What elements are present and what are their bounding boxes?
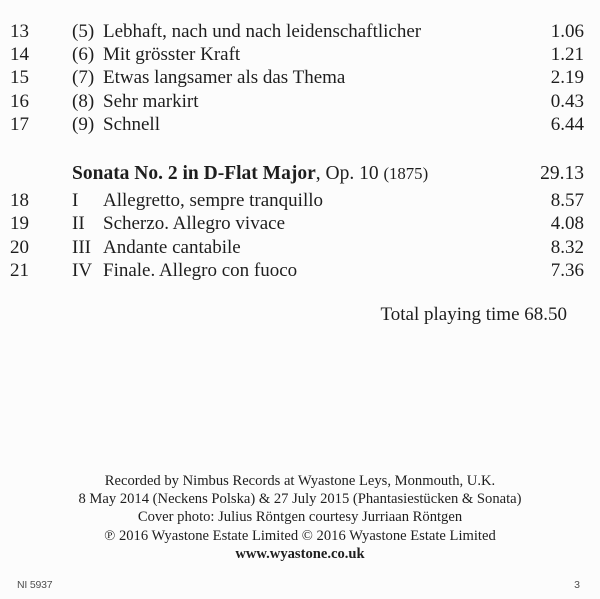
movement-number: I [72, 190, 79, 212]
track-time: 1.21 [550, 44, 584, 66]
track-row [10, 212, 584, 235]
catalog-number: NI 5937 [17, 579, 53, 591]
credits-line-dates: 8 May 2014 (Neckens Polska) & 27 July 2015 (Phantasiestücken & Sonata) [78, 491, 522, 508]
credits-block [0, 472, 600, 563]
work-heading-spacer [10, 162, 72, 185]
track-time: 2.19 [550, 67, 584, 89]
credits-line-cover-photo: Cover photo: Julius Röntgen courtesy Jurriaan Röntgen [137, 509, 463, 526]
track-number: 21 [10, 259, 29, 281]
track-title: Lebhaft, nach und nach leidenschaftlicher [103, 21, 422, 42]
track-number: 16 [10, 90, 29, 112]
movement-number: (5) [72, 21, 95, 42]
track-number: 14 [10, 44, 29, 66]
movement-number: IV [72, 259, 93, 281]
track-title: Schnell [103, 113, 160, 135]
track-row [10, 259, 584, 282]
page-number: 3 [574, 579, 580, 591]
credits-line-recorded: Recorded by Nimbus Records at Wyastone Leys, Monmouth, U.K. [104, 473, 496, 489]
track-number: 17 [10, 113, 29, 135]
track-time: 4.08 [550, 213, 584, 235]
track-title: Allegretto, sempre tranquillo [103, 190, 324, 212]
track-title: Finale. Allegro con fuoco [103, 259, 298, 281]
track-row [10, 236, 584, 259]
track-title: Sehr markirt [103, 90, 199, 112]
work-year: (1875) [383, 164, 429, 184]
track-row [10, 66, 584, 89]
movement-number: II [72, 213, 85, 235]
track-time: 0.43 [550, 90, 584, 112]
track-number: 20 [10, 236, 29, 258]
work-title-bold: Sonata No. 2 in D-Flat Major [72, 163, 316, 185]
movement-number: III [72, 236, 91, 258]
track-title: Etwas langsamer als das Thema [103, 67, 346, 89]
work-total-time: 29.13 [540, 163, 584, 185]
track-number: 15 [10, 67, 29, 89]
track-title: Andante cantabile [103, 236, 241, 258]
website-url: www.wyastone.co.uk [235, 545, 365, 562]
work-title [72, 162, 540, 185]
track-time: 8.32 [550, 236, 584, 258]
movement-number: (9) [72, 113, 95, 135]
movement-number: (8) [72, 90, 95, 112]
track-number: 19 [10, 213, 29, 235]
track-number: 18 [10, 190, 29, 212]
movement-number: (6) [72, 44, 95, 66]
credits-line-copyright: ℗ 2016 Wyastone Estate Limited © 2016 Wyastone Estate Limited [104, 527, 496, 544]
track-time: 7.36 [550, 259, 584, 281]
work-title-rest: , Op. 10 [315, 163, 384, 185]
work-heading-row [10, 162, 584, 185]
track-row [10, 113, 584, 136]
track-number: 13 [10, 21, 29, 42]
track-time: 1.06 [550, 21, 584, 42]
track-title: Scherzo. Allegro vivace [103, 213, 286, 235]
movement-number: (7) [72, 67, 95, 89]
track-row [10, 189, 584, 212]
track-row [10, 43, 584, 66]
track-title: Mit grösster Kraft [103, 44, 241, 66]
track-time: 8.57 [550, 190, 584, 212]
track-row [10, 90, 584, 113]
track-row [10, 20, 584, 43]
total-playing-time: Total playing time 68.50 [380, 304, 567, 326]
track-time: 6.44 [550, 113, 584, 135]
